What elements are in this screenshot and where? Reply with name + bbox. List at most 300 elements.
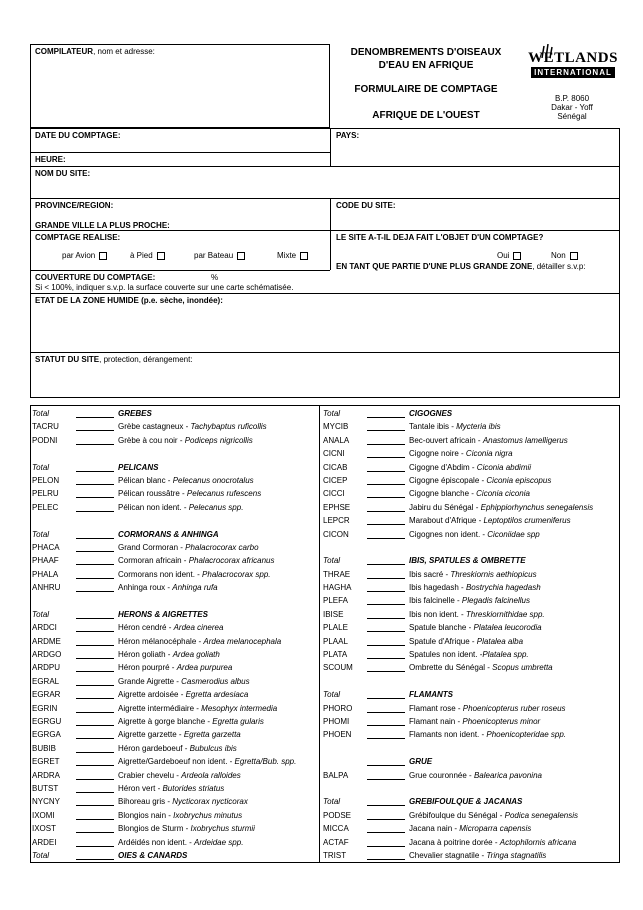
species-group-row: [32, 850, 317, 863]
common-name: Héron cendré -: [118, 623, 174, 633]
species-code: Total: [32, 462, 50, 472]
latin-name: Ciconia episcopus: [486, 475, 552, 485]
count-blank[interactable]: [76, 805, 114, 806]
count-blank[interactable]: [76, 738, 114, 739]
species-row: [32, 475, 317, 488]
species-name: [409, 596, 530, 605]
species-row: [32, 756, 317, 769]
species-code: LEPCR: [323, 516, 350, 526]
pays-label[interactable]: PAYS:: [336, 131, 360, 140]
species-code: EGRGA: [32, 730, 61, 740]
species-row: [323, 676, 618, 689]
species-group-row: [32, 529, 317, 542]
species-row: [323, 622, 618, 635]
statut-label[interactable]: STATUT DU SITE, protection, dérangement:: [35, 355, 193, 364]
species-code: ARDGO: [32, 650, 62, 660]
divider: [30, 230, 620, 231]
count-blank[interactable]: [367, 779, 405, 780]
logo-bar: INTERNATIONAL: [531, 67, 615, 78]
count-blank[interactable]: [76, 564, 114, 565]
date-label[interactable]: DATE DU COMPTAGE:: [35, 131, 121, 140]
common-name: Ibis sacré -: [409, 569, 451, 579]
species-code: HAGHA: [323, 583, 352, 593]
common-name: Marabout d'Afrique -: [409, 516, 484, 526]
common-name: Aigrette intermédiaire -: [118, 703, 202, 713]
count-blank[interactable]: [367, 538, 405, 539]
common-name: Bihoreau gris -: [118, 797, 173, 807]
species-row: [323, 703, 618, 716]
common-name: Jacana nain -: [409, 824, 460, 834]
count-blank[interactable]: [367, 457, 405, 458]
species-name: [118, 476, 254, 485]
species-code: BALPA: [323, 770, 349, 780]
count-blank[interactable]: [76, 631, 114, 632]
common-name: Flamant rose -: [409, 703, 463, 713]
species-code: TACRU: [32, 422, 59, 432]
latin-name: Phalacrocorax carbo: [185, 542, 259, 552]
checkbox[interactable]: [237, 252, 245, 260]
species-column-left: [32, 408, 317, 863]
species-code: PHAAF: [32, 556, 59, 566]
species-code: PLEFA: [323, 596, 348, 606]
checkbox[interactable]: [300, 252, 308, 260]
latin-name: Tringa stagnatilis: [486, 850, 547, 860]
common-name: Grande Aigrette -: [118, 676, 182, 686]
count-blank[interactable]: [76, 430, 114, 431]
latin-name: Platalea alba: [476, 636, 524, 646]
latin-name: Phoenicopteridae spp.: [486, 730, 566, 740]
species-row: [32, 810, 317, 823]
species-code: IBISE: [323, 609, 344, 619]
latin-name: Ardeola ralloides: [181, 770, 241, 780]
latin-name: Egretta ardesiaca: [185, 690, 249, 700]
oui-option[interactable]: Oui: [497, 251, 521, 260]
species-code: EGRET: [32, 757, 60, 767]
latin-name: Ixobrychus sturmii: [190, 824, 255, 834]
latin-name: Anhinga rufa: [172, 583, 218, 593]
common-name: Bec-ouvert africain -: [409, 435, 483, 445]
comptage-realise-label: COMPTAGE REALISE:: [35, 233, 121, 242]
address-line: Sénégal: [557, 112, 587, 121]
species-group-row: [32, 609, 317, 622]
common-name: Aigrette à gorge blanche -: [118, 716, 213, 726]
divider: [30, 166, 620, 167]
group-name: CORMORANS & ANHINGA: [118, 529, 219, 539]
count-blank[interactable]: [367, 631, 405, 632]
species-row: [323, 783, 618, 796]
group-name: GRUE: [409, 757, 433, 767]
species-code: PHOEN: [323, 730, 352, 740]
species-group-row: [323, 756, 618, 769]
count-blank[interactable]: [367, 725, 405, 726]
title-line-4: AFRIQUE DE L'OUEST: [372, 110, 480, 121]
species-code: PHOMI: [323, 716, 350, 726]
count-blank[interactable]: [367, 658, 405, 659]
count-blank[interactable]: [76, 497, 114, 498]
species-row: [323, 837, 618, 850]
species-row: [32, 502, 317, 515]
count-blank[interactable]: [76, 645, 114, 646]
common-name: Jacana à poitrine dorée -: [409, 837, 500, 847]
common-name: Aigrette garzette -: [118, 730, 184, 740]
species-code: MICCA: [323, 824, 349, 834]
species-code: EGRIN: [32, 703, 58, 713]
code-site-label[interactable]: CODE DU SITE:: [336, 201, 396, 210]
latin-name: Pelecanus rufescens: [186, 489, 262, 499]
common-name: Grébifoulque du Sénégal -: [409, 810, 505, 820]
etat-label[interactable]: ETAT DE LA ZONE HUMIDE (p.e. sèche, inondée):: [35, 296, 223, 305]
species-code: EPHSE: [323, 502, 351, 512]
count-blank[interactable]: [367, 765, 405, 766]
percent-sign: %: [211, 273, 219, 282]
species-code: SCOUM: [323, 663, 353, 673]
common-name: Flamants non ident. -: [409, 730, 487, 740]
count-blank[interactable]: [367, 430, 405, 431]
species-code: MYCIB: [323, 422, 349, 432]
column-divider: [319, 405, 320, 863]
species-row: [323, 662, 618, 675]
count-blank[interactable]: [76, 578, 114, 579]
count-blank[interactable]: [76, 698, 114, 699]
count-blank[interactable]: [367, 484, 405, 485]
reed-icon: [538, 44, 558, 58]
latin-name: Egretta gularis: [212, 716, 264, 726]
species-name: [118, 650, 220, 659]
count-blank[interactable]: [367, 578, 405, 579]
species-row: [32, 555, 317, 568]
count-blank[interactable]: [76, 417, 114, 418]
count-blank[interactable]: [76, 779, 114, 780]
latin-name: Ardea melanocephala: [203, 636, 282, 646]
latin-name: Phalacrocorax africanus: [188, 556, 275, 566]
species-row: [32, 837, 317, 850]
species-name: [409, 530, 540, 539]
count-blank[interactable]: [76, 832, 114, 833]
common-name: Grue couronnée -: [409, 770, 474, 780]
species-code: Total: [32, 850, 50, 860]
count-blank[interactable]: [367, 524, 405, 525]
species-name: [409, 704, 566, 713]
species-name: [409, 583, 541, 592]
count-blank[interactable]: [367, 471, 405, 472]
common-name: Ibis falcinelle -: [409, 596, 462, 606]
species-row: [323, 475, 618, 488]
species-name: [409, 503, 593, 512]
species-code: PODSE: [323, 810, 352, 820]
species-code: NYCNY: [32, 797, 61, 807]
species-row: [32, 595, 317, 608]
species-code: IXOMI: [32, 810, 55, 820]
species-row: [32, 689, 317, 702]
count-blank[interactable]: [367, 832, 405, 833]
count-blank[interactable]: [76, 471, 114, 472]
species-name: [409, 623, 542, 632]
latin-name: Ciconiidae spp: [487, 529, 540, 539]
latin-name: Mesophyx intermedia: [201, 703, 278, 713]
count-blank[interactable]: [367, 645, 405, 646]
latin-name: Pelecanus spp.: [188, 502, 244, 512]
count-blank[interactable]: [76, 511, 114, 512]
count-blank[interactable]: [76, 859, 114, 860]
species-name: [118, 583, 218, 592]
grande-zone-label[interactable]: EN TANT QUE PARTIE D'UNE PLUS GRANDE ZONE, détailler s.v.p:: [336, 262, 586, 271]
species-row: [323, 636, 618, 649]
common-name: Grèbe castagneux -: [118, 422, 191, 432]
common-name: Crabier chevelu -: [118, 770, 182, 780]
species-row: [32, 703, 317, 716]
latin-name: Actophilornis africana: [499, 837, 577, 847]
species-row: [32, 743, 317, 756]
latin-name: Bubulcus ibis: [189, 743, 237, 753]
count-blank[interactable]: [367, 738, 405, 739]
species-name: [409, 422, 501, 431]
count-blank[interactable]: [76, 792, 114, 793]
logo-wordmark: WETLANDS: [528, 50, 618, 66]
grande-ville-label[interactable]: GRANDE VILLE LA PLUS PROCHE:: [35, 221, 170, 230]
species-row: [32, 676, 317, 689]
species-row: [323, 488, 618, 501]
species-code: EGRGU: [32, 716, 62, 726]
group-name: GREBIFOULQUE & JACANAS: [409, 797, 523, 807]
couverture-label[interactable]: COUVERTURE DU COMPTAGE:: [35, 273, 156, 282]
count-blank[interactable]: [367, 511, 405, 512]
checkbox[interactable]: [570, 252, 578, 260]
latin-name: Plegadis falcinellus: [461, 596, 530, 606]
species-name: [118, 570, 271, 579]
species-row: [323, 729, 618, 742]
latin-name: Scopus umbretta: [492, 663, 553, 673]
species-name: [118, 690, 248, 699]
count-blank[interactable]: [76, 551, 114, 552]
latin-name: Butorides striatus: [162, 783, 225, 793]
species-name: [409, 663, 553, 672]
species-row: [32, 542, 317, 555]
count-blank[interactable]: [367, 712, 405, 713]
species-row: [323, 770, 618, 783]
common-name: Jabiru du Sénégal -: [409, 502, 481, 512]
species-name: [118, 543, 259, 552]
species-code: CICNI: [323, 449, 345, 459]
species-code: PHALA: [32, 569, 59, 579]
species-code: PELON: [32, 475, 60, 485]
nom-site-label[interactable]: NOM DU SITE:: [35, 169, 91, 178]
count-blank[interactable]: [76, 538, 114, 539]
count-blank[interactable]: [367, 618, 405, 619]
species-row: [323, 542, 618, 555]
species-name: [118, 838, 243, 847]
title-line-2: D'EAU EN AFRIQUE: [378, 60, 474, 71]
count-blank[interactable]: [76, 671, 114, 672]
species-code: IXOST: [32, 824, 57, 834]
count-blank[interactable]: [367, 698, 405, 699]
common-name: Spatule blanche -: [409, 623, 474, 633]
latin-name: Microparra capensis: [459, 824, 532, 834]
latin-name: Ciconia nigra: [465, 449, 513, 459]
checkbox[interactable]: [513, 252, 521, 260]
title-line-3: FORMULAIRE DE COMPTAGE: [354, 84, 498, 95]
count-blank[interactable]: [76, 819, 114, 820]
species-code: Total: [323, 409, 341, 418]
count-blank[interactable]: [76, 765, 114, 766]
species-code: ANALA: [323, 435, 350, 445]
species-name: [409, 650, 529, 659]
species-code: CICAB: [323, 462, 348, 472]
latin-name: Ephippiorhynchus senegalensis: [480, 502, 594, 512]
species-name: [409, 811, 578, 820]
latin-name: Podiceps nigricollis: [184, 435, 253, 445]
count-blank[interactable]: [367, 497, 405, 498]
common-name: Spatules non ident. -: [409, 650, 483, 660]
species-code: PLATA: [323, 650, 348, 660]
species-name: [118, 489, 261, 498]
latin-name: Ardea purpurea: [176, 663, 233, 673]
species-row: [32, 783, 317, 796]
species-code: ARDCI: [32, 623, 57, 633]
species-code: ARDEI: [32, 837, 57, 847]
common-name: Ibis hagedash -: [409, 583, 466, 593]
species-row: [323, 850, 618, 863]
species-row: [32, 515, 317, 528]
species-name: [118, 436, 253, 445]
species-name: [409, 463, 531, 472]
species-code: PLALE: [323, 623, 348, 633]
common-name: Pélican blanc -: [118, 475, 173, 485]
checkbox[interactable]: [99, 252, 107, 260]
species-column-right: [323, 408, 618, 863]
species-code: ARDPU: [32, 663, 61, 673]
count-blank[interactable]: [367, 846, 405, 847]
species-group-row: [32, 408, 317, 421]
latin-name: Phoenicopterus ruber roseus: [462, 703, 566, 713]
species-code: ARDRA: [32, 770, 61, 780]
species-code: Total: [323, 797, 341, 807]
deja-compte-question: LE SITE A-T-IL DEJA FAIT L'OBJET D'UN COMPTAGE?: [336, 233, 544, 242]
count-blank[interactable]: [76, 591, 114, 592]
compilateur-label: COMPILATEUR, nom et adresse:: [35, 47, 155, 56]
group-name: OIES & CANARDS: [118, 850, 188, 860]
count-blank[interactable]: [76, 685, 114, 686]
common-name: Cigogne épiscopale -: [409, 475, 487, 485]
species-name: [409, 570, 537, 579]
province-label[interactable]: PROVINCE/REGION:: [35, 201, 114, 210]
count-blank[interactable]: [76, 658, 114, 659]
count-blank[interactable]: [367, 564, 405, 565]
species-name: [118, 623, 223, 632]
species-row: [32, 448, 317, 461]
species-name: [409, 476, 551, 485]
species-row: [323, 515, 618, 528]
count-blank[interactable]: [76, 444, 114, 445]
common-name: Aigrette ardoisée -: [118, 690, 186, 700]
count-blank[interactable]: [76, 846, 114, 847]
compilateur-box[interactable]: [30, 44, 330, 128]
count-blank[interactable]: [76, 618, 114, 619]
count-blank[interactable]: [367, 417, 405, 418]
species-name: [118, 717, 264, 726]
a-pied-option[interactable]: à Pied: [130, 251, 165, 260]
common-name: Aigrette/Gardeboeuf non ident. -: [118, 757, 235, 767]
par-bateau-option[interactable]: par Bateau: [194, 251, 245, 260]
count-blank[interactable]: [367, 591, 405, 592]
species-code: ANHRU: [32, 583, 61, 593]
latin-name: Phalacrocorax spp.: [202, 569, 271, 579]
latin-name: Egretta garzetta: [183, 730, 241, 740]
species-row: [323, 649, 618, 662]
species-row: [32, 729, 317, 742]
species-row: [323, 502, 618, 515]
count-blank[interactable]: [76, 712, 114, 713]
checkbox[interactable]: [157, 252, 165, 260]
count-blank[interactable]: [367, 604, 405, 605]
common-name: Pélican roussâtre -: [118, 489, 187, 499]
species-code: PHACA: [32, 542, 60, 552]
count-blank[interactable]: [76, 752, 114, 753]
common-name: Grèbe à cou noir -: [118, 435, 185, 445]
latin-name: Ixobrychus minutus: [173, 810, 243, 820]
species-row: [323, 529, 618, 542]
common-name: Ibis non ident. -: [409, 609, 466, 619]
common-name: Cigogne d'Abdim -: [409, 462, 477, 472]
species-name: [409, 610, 545, 619]
latin-name: Balearica pavonina: [473, 770, 542, 780]
species-name: [409, 851, 546, 860]
species-row: [323, 595, 618, 608]
common-name: Cigognes non ident. -: [409, 529, 488, 539]
species-name: [409, 771, 542, 780]
count-blank[interactable]: [367, 444, 405, 445]
count-blank[interactable]: [367, 805, 405, 806]
group-name: CIGOGNES: [409, 409, 453, 418]
title-line-1: DENOMBREMENTS D'OISEAUX: [350, 47, 502, 58]
latin-name: Casmerodius albus: [181, 676, 250, 686]
count-blank[interactable]: [367, 671, 405, 672]
species-row: [32, 488, 317, 501]
count-blank[interactable]: [76, 484, 114, 485]
latin-name: Ardeidae spp.: [194, 837, 244, 847]
species-name: [409, 637, 523, 646]
latin-name: Anastomus lamelligerus: [482, 435, 568, 445]
common-name: Pélican non ident. -: [118, 502, 189, 512]
species-row: [32, 569, 317, 582]
group-name: FLAMANTS: [409, 690, 453, 700]
species-row: [323, 569, 618, 582]
par-avion-option[interactable]: par Avion: [62, 251, 107, 260]
species-row: [32, 622, 317, 635]
latin-name: Platalea leucorodia: [473, 623, 542, 633]
species-code: EGRAR: [32, 690, 61, 700]
species-row: [32, 823, 317, 836]
count-blank[interactable]: [367, 819, 405, 820]
address-line: Dakar - Yoff: [551, 103, 593, 112]
divider: [330, 198, 331, 270]
common-name: Héron pourpré -: [118, 663, 177, 673]
species-name: [118, 811, 242, 820]
species-group-row: [323, 408, 618, 421]
heure-label[interactable]: HEURE:: [35, 155, 66, 164]
count-blank[interactable]: [367, 859, 405, 860]
species-row: [32, 435, 317, 448]
divider: [30, 152, 330, 153]
count-blank[interactable]: [76, 725, 114, 726]
species-row: [32, 636, 317, 649]
mixte-option[interactable]: Mixte: [277, 251, 308, 260]
species-name: [118, 771, 241, 780]
common-name: Héron mélanocéphale -: [118, 636, 204, 646]
species-name: [118, 704, 277, 713]
species-row: [32, 716, 317, 729]
group-name: HERONS & AIGRETTES: [118, 609, 208, 619]
non-option[interactable]: Non: [551, 251, 578, 260]
